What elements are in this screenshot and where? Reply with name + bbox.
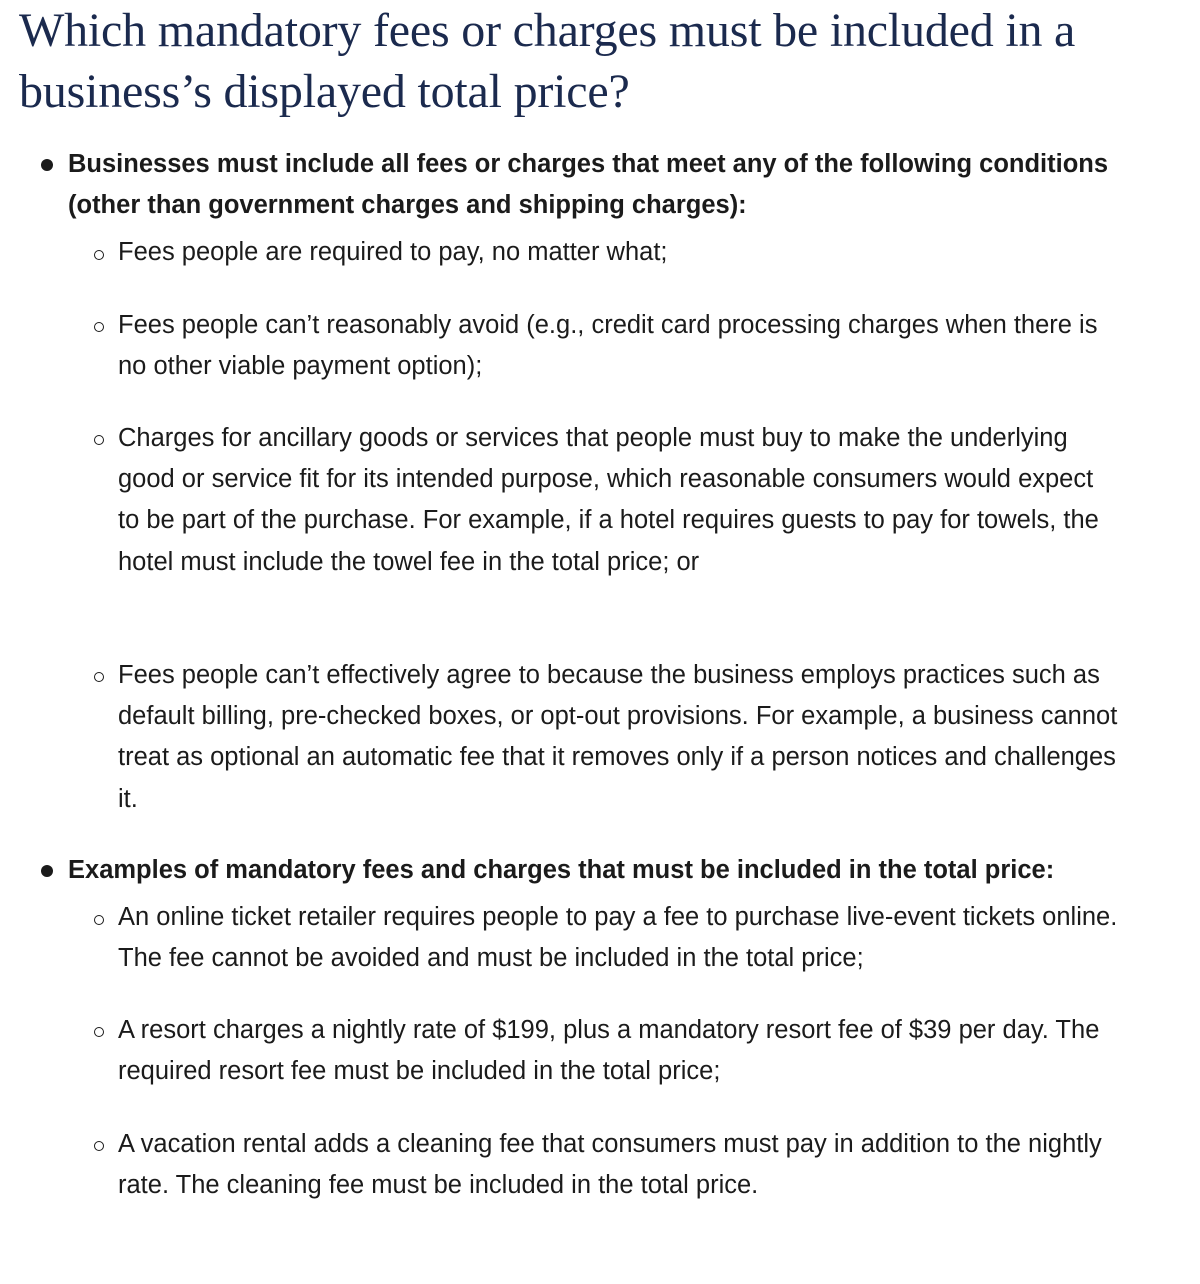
section-heading-conditions: Businesses must include all fees or charges that meet any of the following conditions (other than government charges and shipping charges): bbox=[68, 150, 1109, 219]
list-item: A vacation rental adds a cleaning fee that consumers must pay in addition to the nightly rate. The cleaning fee must be included in the total price. bbox=[118, 1130, 1102, 1200]
circle-bullet-icon bbox=[94, 322, 104, 332]
circle-bullet-icon bbox=[94, 250, 104, 260]
circle-bullet-icon bbox=[94, 1141, 104, 1151]
list-item: A resort charges a nightly rate of $199, plus a mandatory resort fee of $39 per day. The required resort fee must be included in the total price; bbox=[118, 1016, 1100, 1086]
list-item: Fees people can’t effectively agree to because the business employs practices such as default billing, pre-checked boxes, or opt-out provisions. For example, a business cannot treat as optional an automatic fee that it removes only if a person notices and challenges it. bbox=[118, 661, 1118, 813]
circle-bullet-icon bbox=[94, 1027, 104, 1037]
bullet-icon bbox=[41, 865, 53, 877]
circle-bullet-icon bbox=[94, 435, 104, 445]
list-item: Charges for ancillary goods or services that people must buy to make the underlying good or service fit for its intended purpose, which reasonable consumers would expect to be part of the purchase. For example, if a hotel requires guests to pay for towels, the hotel must include the towel fee in the total price; or bbox=[118, 424, 1099, 576]
list-item: Fees people are required to pay, no matter what; bbox=[118, 238, 668, 266]
bullet-icon bbox=[41, 159, 53, 171]
section-heading-examples: Examples of mandatory fees and charges that must be included in the total price: bbox=[68, 856, 1055, 884]
circle-bullet-icon bbox=[94, 915, 104, 925]
list-item: An online ticket retailer requires people to pay a fee to purchase live-event tickets online. The fee cannot be avoided and must be included in the total price; bbox=[118, 903, 1118, 973]
list-item: Fees people can’t reasonably avoid (e.g., credit card processing charges when there is no other viable payment option); bbox=[118, 311, 1098, 381]
circle-bullet-icon bbox=[94, 672, 104, 682]
page-title: Which mandatory fees or charges must be included in a business’s displayed total price? bbox=[19, 4, 1076, 118]
